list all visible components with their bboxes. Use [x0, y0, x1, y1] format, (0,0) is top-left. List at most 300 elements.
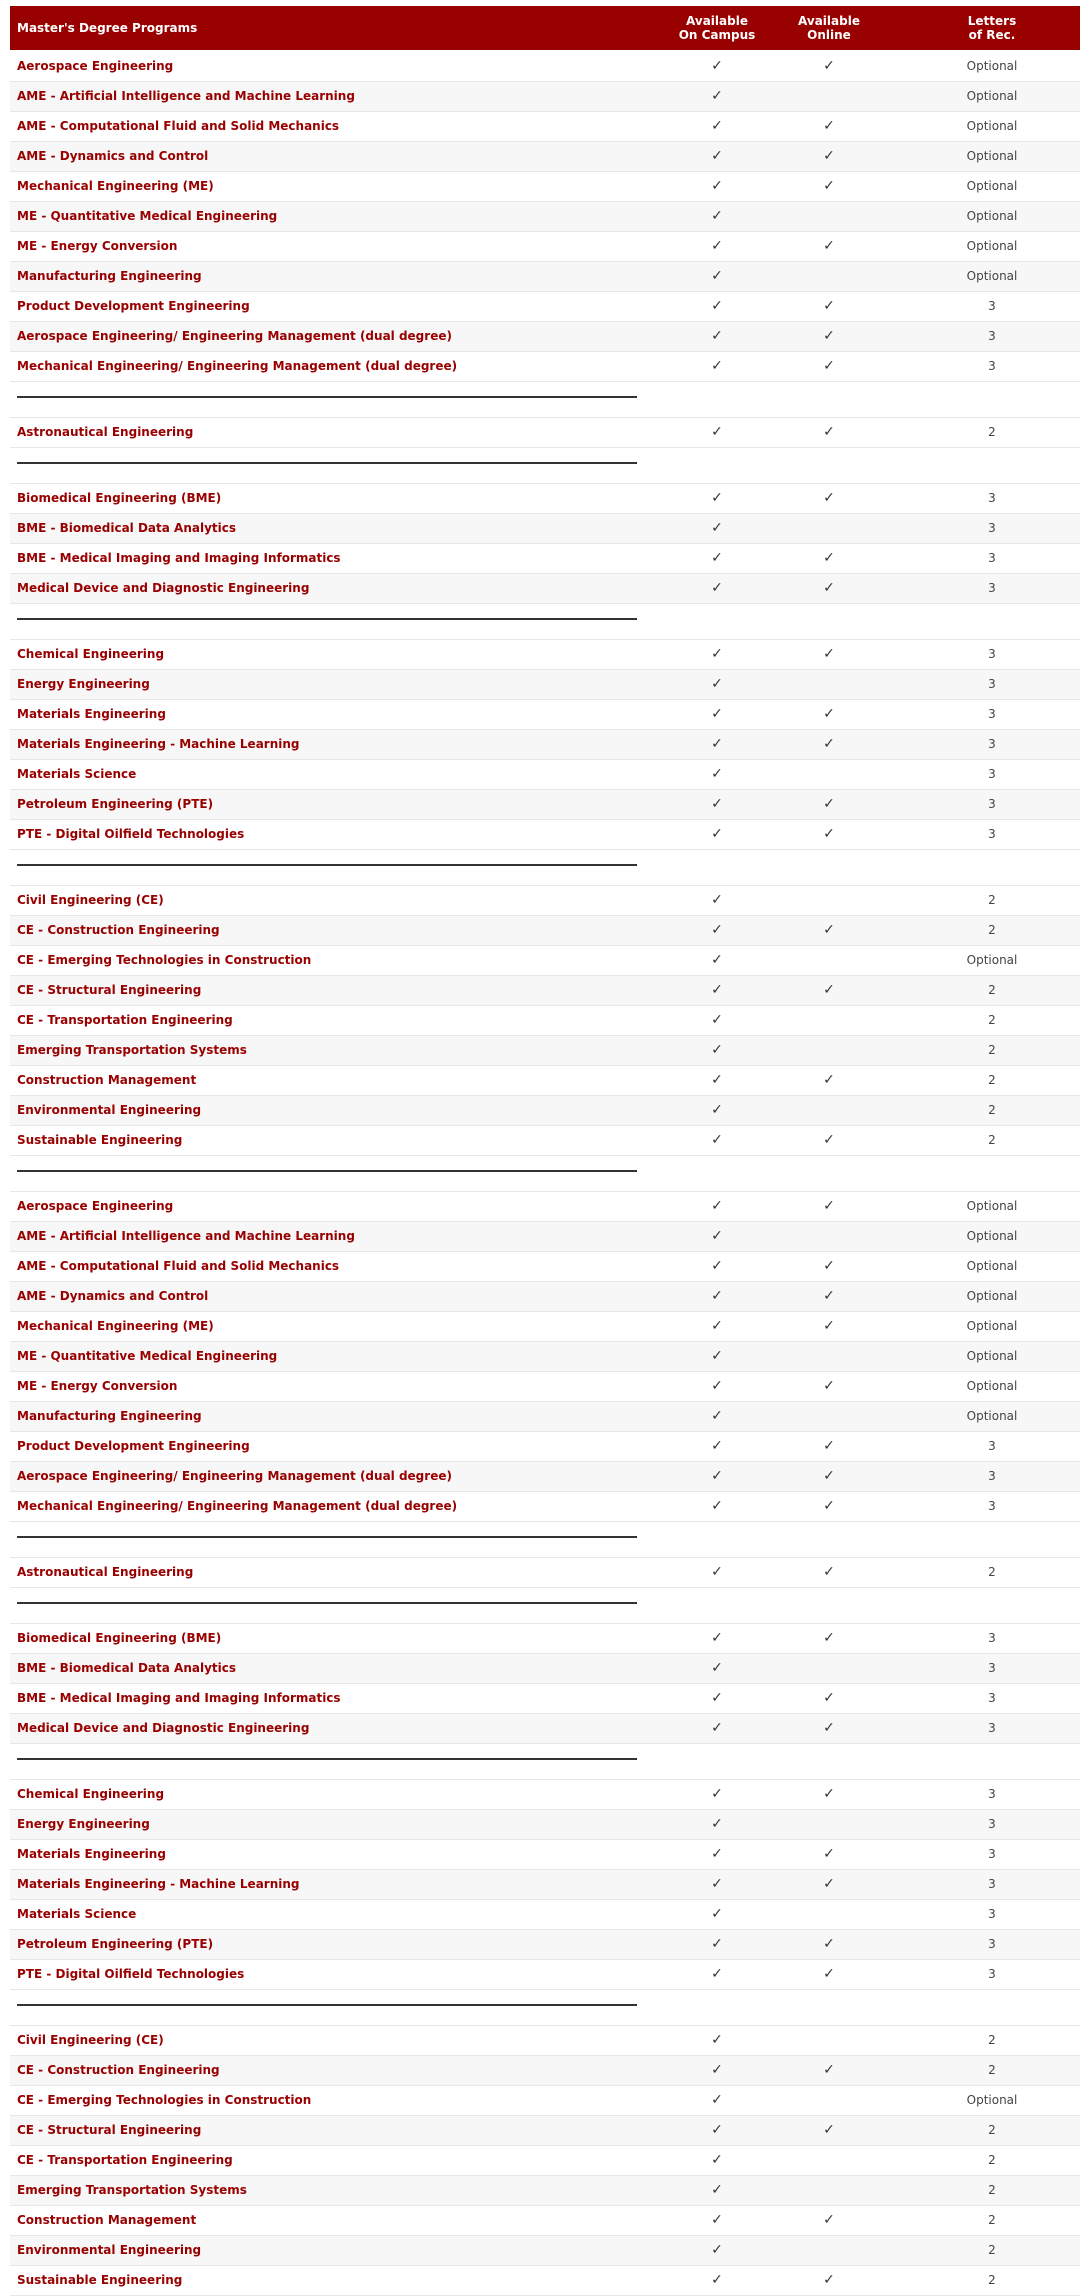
program-link[interactable]: PTE - Digital Oilfield Technologies [17, 827, 245, 841]
table-row [10, 1930, 1080, 1960]
table-row [10, 640, 1080, 670]
program-link[interactable]: Construction Management [17, 2213, 197, 2227]
program-link[interactable]: Chemical Engineering [17, 647, 165, 661]
program-link[interactable]: Aerospace Engineering [17, 59, 174, 73]
table-row [10, 1402, 1080, 1432]
separator-line [17, 1758, 637, 1760]
letters-of-rec-value: Optional [966, 59, 1018, 73]
program-link[interactable]: Biomedical Engineering (BME) [17, 1631, 222, 1645]
separator-line [17, 2004, 637, 2006]
program-link[interactable]: CE - Construction Engineering [17, 2063, 220, 2077]
on-campus-check-icon: ✓ [711, 706, 723, 722]
program-link[interactable]: Astronautical Engineering [17, 1565, 194, 1579]
on-campus-check-icon: ✓ [711, 2212, 723, 2228]
on-campus-check-icon: ✓ [711, 1846, 723, 1862]
program-link[interactable]: CE - Structural Engineering [17, 983, 202, 997]
letters-of-rec-value: 3 [988, 1877, 996, 1891]
online-check-icon: ✓ [823, 1690, 835, 1706]
online-check-icon: ✓ [823, 1936, 835, 1952]
on-campus-check-icon: ✓ [711, 1468, 723, 1484]
program-link[interactable]: Materials Engineering [17, 1847, 166, 1861]
online-check-icon: ✓ [823, 1720, 835, 1736]
table-row [10, 1810, 1080, 1840]
on-campus-check-icon: ✓ [711, 2032, 723, 2048]
on-campus-check-icon: ✓ [711, 2272, 723, 2288]
table-row [10, 1192, 1080, 1222]
table-row [10, 202, 1080, 232]
letters-of-rec-value: 3 [988, 707, 996, 721]
online-check-icon: ✓ [823, 826, 835, 842]
on-campus-check-icon: ✓ [711, 424, 723, 440]
table-row [10, 946, 1080, 976]
letters-of-rec-value: 2 [988, 983, 996, 997]
letters-of-rec-value: 3 [988, 1691, 996, 1705]
on-campus-check-icon: ✓ [711, 1102, 723, 1118]
on-campus-check-icon: ✓ [711, 1936, 723, 1952]
program-link[interactable]: CE - Emerging Technologies in Construction [17, 953, 312, 967]
table-row [10, 2266, 1080, 2296]
program-link[interactable]: Mechanical Engineering (ME) [17, 179, 214, 193]
letters-of-rec-value: 2 [988, 1043, 996, 1057]
online-check-icon [774, 946, 884, 975]
program-link[interactable]: PTE - Digital Oilfield Technologies [17, 1967, 245, 1981]
program-link[interactable]: CE - Emerging Technologies in Construction [17, 2093, 312, 2107]
on-campus-check-icon: ✓ [711, 796, 723, 812]
letters-of-rec-value: Optional [966, 1379, 1018, 1393]
table-row [10, 1684, 1080, 1714]
letters-of-rec-value: 2 [988, 1073, 996, 1087]
online-check-icon: ✓ [823, 1072, 835, 1088]
letters-of-rec-value: 3 [988, 767, 996, 781]
online-check-icon: ✓ [823, 796, 835, 812]
on-campus-check-icon: ✓ [711, 2152, 723, 2168]
program-link[interactable]: Aerospace Engineering/ Engineering Management (dual degree) [17, 1469, 452, 1483]
online-check-icon: ✓ [823, 2062, 835, 2078]
table-row [10, 916, 1080, 946]
letters-of-rec-value: 2 [988, 2213, 996, 2227]
program-link[interactable]: Emerging Transportation Systems [17, 2183, 247, 2197]
group-separator [10, 448, 1080, 484]
on-campus-check-icon: ✓ [711, 892, 723, 908]
group-separator [10, 382, 1080, 418]
program-link[interactable]: Product Development Engineering [17, 299, 250, 313]
letters-of-rec-value: Optional [966, 149, 1018, 163]
on-campus-check-icon: ✓ [711, 1966, 723, 1982]
program-link[interactable]: Energy Engineering [17, 1817, 150, 1831]
online-check-icon: ✓ [823, 580, 835, 596]
online-check-icon: ✓ [823, 736, 835, 752]
on-campus-check-icon: ✓ [711, 268, 723, 284]
program-link[interactable]: ME - Quantitative Medical Engineering [17, 1349, 278, 1363]
online-check-icon [774, 2086, 884, 2115]
program-link[interactable]: AME - Artificial Intelligence and Machine Learning [17, 1229, 355, 1243]
on-campus-check-icon: ✓ [711, 1498, 723, 1514]
on-campus-check-icon: ✓ [711, 1660, 723, 1676]
on-campus-check-icon: ✓ [711, 148, 723, 164]
table-row [10, 142, 1080, 172]
online-check-icon [774, 1006, 884, 1035]
letters-of-rec-value: Optional [966, 1349, 1018, 1363]
online-check-icon: ✓ [823, 118, 835, 134]
online-check-icon: ✓ [823, 1966, 835, 1982]
letters-of-rec-value: Optional [966, 953, 1018, 967]
letters-of-rec-value: Optional [966, 269, 1018, 283]
program-link[interactable]: BME - Biomedical Data Analytics [17, 521, 237, 535]
program-link[interactable]: Emerging Transportation Systems [17, 1043, 247, 1057]
online-check-icon: ✓ [823, 2212, 835, 2228]
on-campus-check-icon: ✓ [711, 1042, 723, 1058]
group-separator [10, 604, 1080, 640]
online-check-icon [774, 2026, 884, 2055]
online-check-icon [774, 1810, 884, 1839]
online-check-icon: ✓ [823, 1468, 835, 1484]
online-check-icon: ✓ [823, 706, 835, 722]
on-campus-check-icon: ✓ [711, 1258, 723, 1274]
on-campus-check-icon: ✓ [711, 1630, 723, 1646]
online-check-icon: ✓ [823, 1630, 835, 1646]
table-row [10, 1960, 1080, 1990]
letters-of-rec-value: 3 [988, 1661, 996, 1675]
header-letters: Letters of Rec. [967, 14, 1017, 42]
program-link[interactable]: BME - Medical Imaging and Imaging Informatics [17, 1691, 341, 1705]
on-campus-check-icon: ✓ [711, 2092, 723, 2108]
table-row [10, 1900, 1080, 1930]
letters-of-rec-value: Optional [966, 1409, 1018, 1423]
online-check-icon: ✓ [823, 1564, 835, 1580]
group-separator [10, 1522, 1080, 1558]
on-campus-check-icon: ✓ [711, 982, 723, 998]
on-campus-check-icon: ✓ [711, 118, 723, 134]
program-link[interactable]: Materials Engineering - Machine Learning [17, 1877, 300, 1891]
program-link[interactable]: CE - Structural Engineering [17, 2123, 202, 2137]
on-campus-check-icon: ✓ [711, 736, 723, 752]
program-link[interactable]: ME - Energy Conversion [17, 239, 178, 253]
table-row [10, 2236, 1080, 2266]
table-row [10, 1654, 1080, 1684]
on-campus-check-icon: ✓ [711, 58, 723, 74]
online-check-icon [774, 1222, 884, 1251]
table-row [10, 418, 1080, 448]
letters-of-rec-value: 2 [988, 2243, 996, 2257]
program-link[interactable]: ME - Energy Conversion [17, 1379, 178, 1393]
table-row [10, 232, 1080, 262]
on-campus-check-icon: ✓ [711, 646, 723, 662]
letters-of-rec-value: 2 [988, 1103, 996, 1117]
online-check-icon [774, 262, 884, 291]
letters-of-rec-value: 3 [988, 491, 996, 505]
online-check-icon: ✓ [823, 1318, 835, 1334]
table-row [10, 1282, 1080, 1312]
table-row [10, 700, 1080, 730]
on-campus-check-icon: ✓ [711, 1786, 723, 1802]
program-link[interactable]: BME - Biomedical Data Analytics [17, 1661, 237, 1675]
program-link[interactable]: AME - Dynamics and Control [17, 149, 209, 163]
program-link[interactable]: Sustainable Engineering [17, 2273, 183, 2287]
table-row [10, 1342, 1080, 1372]
online-check-icon: ✓ [823, 328, 835, 344]
letters-of-rec-value: Optional [966, 179, 1018, 193]
on-campus-check-icon: ✓ [711, 1288, 723, 1304]
online-check-icon [774, 2176, 884, 2205]
table-row [10, 760, 1080, 790]
program-link[interactable]: Sustainable Engineering [17, 1133, 183, 1147]
program-link[interactable]: Construction Management [17, 1073, 197, 1087]
on-campus-check-icon: ✓ [711, 1876, 723, 1892]
online-check-icon: ✓ [823, 58, 835, 74]
table-row [10, 730, 1080, 760]
header-online: Available Online [798, 14, 860, 42]
table-row [10, 2026, 1080, 2056]
online-check-icon: ✓ [823, 2272, 835, 2288]
online-check-icon [774, 2236, 884, 2265]
table-row [10, 574, 1080, 604]
on-campus-check-icon: ✓ [711, 1228, 723, 1244]
table-row [10, 976, 1080, 1006]
on-campus-check-icon: ✓ [711, 1690, 723, 1706]
on-campus-check-icon: ✓ [711, 550, 723, 566]
separator-line [17, 618, 637, 620]
table-row [10, 2056, 1080, 2086]
program-link[interactable]: Petroleum Engineering (PTE) [17, 1937, 214, 1951]
online-check-icon [774, 886, 884, 915]
online-check-icon: ✓ [823, 1198, 835, 1214]
letters-of-rec-value: Optional [966, 239, 1018, 253]
program-link[interactable]: Mechanical Engineering (ME) [17, 1319, 214, 1333]
on-campus-check-icon: ✓ [711, 178, 723, 194]
online-check-icon: ✓ [823, 1786, 835, 1802]
group-separator [10, 1588, 1080, 1624]
online-check-icon: ✓ [823, 490, 835, 506]
table-row [10, 1036, 1080, 1066]
on-campus-check-icon: ✓ [711, 1564, 723, 1580]
online-check-icon [774, 1900, 884, 1929]
letters-of-rec-value: 3 [988, 1817, 996, 1831]
table-row [10, 1840, 1080, 1870]
program-link[interactable]: Materials Engineering [17, 707, 166, 721]
letters-of-rec-value: 3 [988, 827, 996, 841]
table-row [10, 1432, 1080, 1462]
program-link[interactable]: CE - Transportation Engineering [17, 2153, 233, 2167]
table-row [10, 1492, 1080, 1522]
program-link[interactable]: AME - Computational Fluid and Solid Mechanics [17, 119, 340, 133]
program-link[interactable]: CE - Construction Engineering [17, 923, 220, 937]
program-link[interactable]: Environmental Engineering [17, 2243, 202, 2257]
program-link[interactable]: Civil Engineering (CE) [17, 2033, 164, 2047]
on-campus-check-icon: ✓ [711, 520, 723, 536]
letters-of-rec-value: 3 [988, 1967, 996, 1981]
table-row [10, 1870, 1080, 1900]
program-link[interactable]: Petroleum Engineering (PTE) [17, 797, 214, 811]
program-link[interactable]: CE - Transportation Engineering [17, 1013, 233, 1027]
on-campus-check-icon: ✓ [711, 328, 723, 344]
letters-of-rec-value: Optional [966, 2093, 1018, 2107]
program-link[interactable]: Civil Engineering (CE) [17, 893, 164, 907]
program-link[interactable]: Materials Science [17, 1907, 137, 1921]
program-link[interactable]: Mechanical Engineering/ Engineering Management (dual degree) [17, 1499, 458, 1513]
table-row [10, 292, 1080, 322]
on-campus-check-icon: ✓ [711, 826, 723, 842]
program-link[interactable]: Materials Engineering - Machine Learning [17, 737, 300, 751]
online-check-icon: ✓ [823, 550, 835, 566]
program-link[interactable]: AME - Artificial Intelligence and Machine Learning [17, 89, 355, 103]
table-row [10, 2206, 1080, 2236]
letters-of-rec-value: 2 [988, 2153, 996, 2167]
table-row [10, 886, 1080, 916]
program-link[interactable]: Product Development Engineering [17, 1439, 250, 1453]
on-campus-check-icon: ✓ [711, 1348, 723, 1364]
on-campus-check-icon: ✓ [711, 952, 723, 968]
letters-of-rec-value: 3 [988, 1787, 996, 1801]
program-link[interactable]: Environmental Engineering [17, 1103, 202, 1117]
letters-of-rec-value: Optional [966, 1319, 1018, 1333]
letters-of-rec-value: Optional [966, 89, 1018, 103]
letters-of-rec-value: 2 [988, 2063, 996, 2077]
on-campus-check-icon: ✓ [711, 1132, 723, 1148]
on-campus-check-icon: ✓ [711, 766, 723, 782]
on-campus-check-icon: ✓ [711, 580, 723, 596]
table-row [10, 262, 1080, 292]
on-campus-check-icon: ✓ [711, 1816, 723, 1832]
table-row [10, 544, 1080, 574]
on-campus-check-icon: ✓ [711, 2122, 723, 2138]
on-campus-check-icon: ✓ [711, 490, 723, 506]
table-row [10, 112, 1080, 142]
letters-of-rec-value: 3 [988, 677, 996, 691]
program-link[interactable]: Manufacturing Engineering [17, 1409, 202, 1423]
online-check-icon: ✓ [823, 1498, 835, 1514]
online-check-icon: ✓ [823, 358, 835, 374]
letters-of-rec-value: 3 [988, 329, 996, 343]
table-row [10, 1624, 1080, 1654]
separator-line [17, 864, 637, 866]
online-check-icon [774, 760, 884, 789]
table-header [10, 6, 1080, 50]
online-check-icon [774, 514, 884, 543]
separator-line [17, 1170, 637, 1172]
letters-of-rec-value: Optional [966, 1289, 1018, 1303]
program-link[interactable]: Aerospace Engineering/ Engineering Management (dual degree) [17, 329, 452, 343]
on-campus-check-icon: ✓ [711, 2062, 723, 2078]
program-link[interactable]: Medical Device and Diagnostic Engineering [17, 1721, 310, 1735]
letters-of-rec-value: 3 [988, 521, 996, 535]
online-check-icon: ✓ [823, 424, 835, 440]
letters-of-rec-value: Optional [966, 1199, 1018, 1213]
letters-of-rec-value: 2 [988, 1565, 996, 1579]
letters-of-rec-value: 3 [988, 1721, 996, 1735]
online-check-icon: ✓ [823, 1876, 835, 1892]
program-link[interactable]: Materials Science [17, 767, 137, 781]
program-link[interactable]: AME - Computational Fluid and Solid Mechanics [17, 1259, 340, 1273]
letters-of-rec-value: 2 [988, 2273, 996, 2287]
letters-of-rec-value: 3 [988, 737, 996, 751]
letters-of-rec-value: 3 [988, 551, 996, 565]
online-check-icon: ✓ [823, 1378, 835, 1394]
separator-line [17, 1602, 637, 1604]
online-check-icon: ✓ [823, 178, 835, 194]
letters-of-rec-value: 3 [988, 299, 996, 313]
table-row [10, 514, 1080, 544]
on-campus-check-icon: ✓ [711, 1198, 723, 1214]
letters-of-rec-value: 2 [988, 1013, 996, 1027]
online-check-icon [774, 1654, 884, 1683]
table-row [10, 1372, 1080, 1402]
group-separator [10, 1990, 1080, 2026]
program-link[interactable]: Mechanical Engineering/ Engineering Management (dual degree) [17, 359, 458, 373]
table-row [10, 1096, 1080, 1126]
online-check-icon: ✓ [823, 298, 835, 314]
on-campus-check-icon: ✓ [711, 2182, 723, 2198]
on-campus-check-icon: ✓ [711, 676, 723, 692]
online-check-icon: ✓ [823, 148, 835, 164]
letters-of-rec-value: 3 [988, 1439, 996, 1453]
letters-of-rec-value: 3 [988, 1469, 996, 1483]
online-check-icon: ✓ [823, 646, 835, 662]
letters-of-rec-value: 2 [988, 2033, 996, 2047]
header-on-campus: Available On Campus [678, 14, 756, 42]
on-campus-check-icon: ✓ [711, 358, 723, 374]
online-check-icon: ✓ [823, 1132, 835, 1148]
letters-of-rec-value: 3 [988, 1847, 996, 1861]
program-link[interactable]: Astronautical Engineering [17, 425, 194, 439]
on-campus-check-icon: ✓ [711, 1438, 723, 1454]
on-campus-check-icon: ✓ [711, 1720, 723, 1736]
online-check-icon [774, 202, 884, 231]
table-row [10, 352, 1080, 382]
online-check-icon: ✓ [823, 922, 835, 938]
on-campus-check-icon: ✓ [711, 1318, 723, 1334]
letters-of-rec-value: 2 [988, 2183, 996, 2197]
table-row [10, 1126, 1080, 1156]
table-row [10, 2176, 1080, 2206]
online-check-icon: ✓ [823, 2122, 835, 2138]
online-check-icon [774, 1036, 884, 1065]
group-separator [10, 1156, 1080, 1192]
table-row [10, 1462, 1080, 1492]
program-link[interactable]: BME - Medical Imaging and Imaging Informatics [17, 551, 341, 565]
on-campus-check-icon: ✓ [711, 238, 723, 254]
header-programs: Master's Degree Programs [17, 21, 198, 35]
letters-of-rec-value: 2 [988, 923, 996, 937]
on-campus-check-icon: ✓ [711, 922, 723, 938]
separator-line [17, 1536, 637, 1538]
letters-of-rec-value: 3 [988, 1937, 996, 1951]
table-row [10, 1312, 1080, 1342]
online-check-icon [774, 1096, 884, 1125]
group-separator [10, 850, 1080, 886]
table-row [10, 1558, 1080, 1588]
on-campus-check-icon: ✓ [711, 208, 723, 224]
online-check-icon: ✓ [823, 238, 835, 254]
letters-of-rec-value: 2 [988, 425, 996, 439]
letters-of-rec-value: 3 [988, 359, 996, 373]
program-link[interactable]: Chemical Engineering [17, 1787, 165, 1801]
letters-of-rec-value: 3 [988, 647, 996, 661]
program-link[interactable]: AME - Dynamics and Control [17, 1289, 209, 1303]
online-check-icon [774, 1342, 884, 1371]
program-link[interactable]: Aerospace Engineering [17, 1199, 174, 1213]
program-link[interactable]: Energy Engineering [17, 677, 150, 691]
on-campus-check-icon: ✓ [711, 1012, 723, 1028]
program-link[interactable]: Medical Device and Diagnostic Engineering [17, 581, 310, 595]
program-link[interactable]: Biomedical Engineering (BME) [17, 491, 222, 505]
letters-of-rec-value: Optional [966, 1229, 1018, 1243]
program-link[interactable]: ME - Quantitative Medical Engineering [17, 209, 278, 223]
program-link[interactable]: Manufacturing Engineering [17, 269, 202, 283]
on-campus-check-icon: ✓ [711, 1072, 723, 1088]
separator-line [17, 462, 637, 464]
online-check-icon: ✓ [823, 982, 835, 998]
on-campus-check-icon: ✓ [711, 88, 723, 104]
